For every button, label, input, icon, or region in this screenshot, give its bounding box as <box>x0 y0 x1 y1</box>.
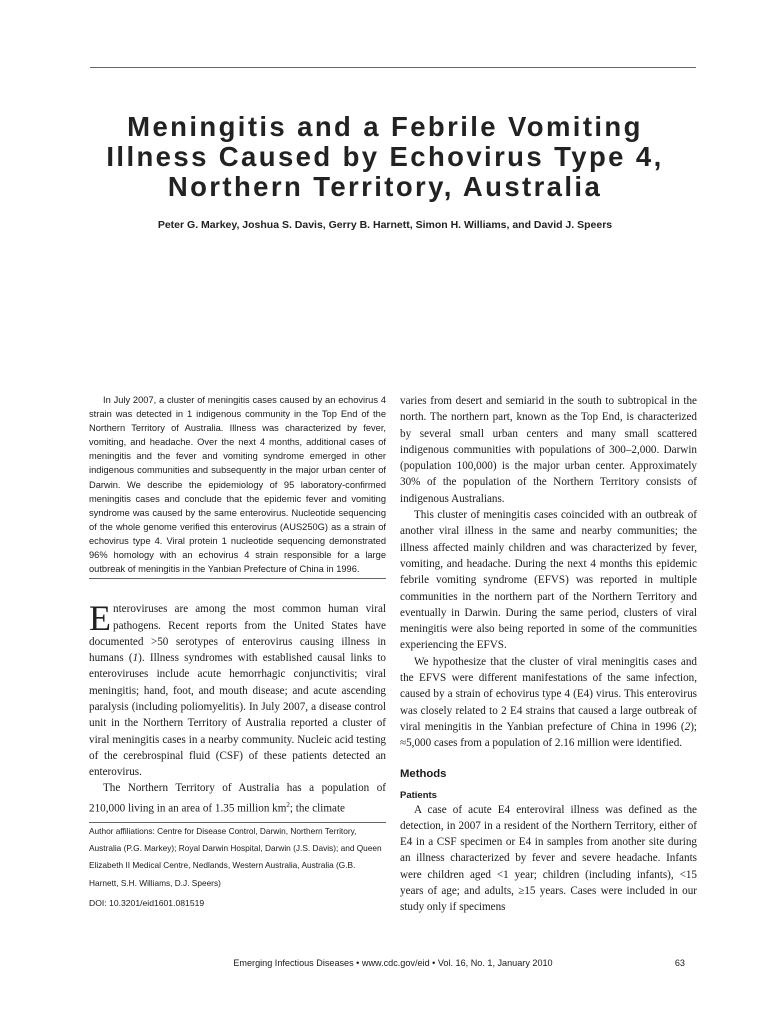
doi: DOI: 10.3201/eid1601.081519 <box>89 897 205 908</box>
left-column <box>89 393 386 908</box>
cluster-paragraph: This cluster of meningitis cases coincided with an outbreak of another viral illness in the same and nearby communities; the illness affected mainly children and was characterized by fever, vomiting, and headache. During the next 4 months this epidemic febrile vomiting syndrome (EFVS) was reported in multiple communities in the northern part of the Northern Territory and eventually in Darwin. During the same period, clusters of viral meningitis were also being reported in some of the communities experiencing the EFVS. <box>400 509 697 652</box>
methods-heading: Methods <box>400 767 447 780</box>
author-affiliations: Author affiliations: Centre for Disease Control, Darwin, Northern Territory, Australia (P.G. Markey); Royal Darwin Hospital, Darwin (J.S. Davis); and Queen Elizabeth II Medical Centre, Nedlands, Western Australia, Australia (G.B. Harnett, S.H. Williams, D.J. Speers) <box>89 825 382 888</box>
title-line: Meningitis and a Febrile Vomiting <box>127 111 643 142</box>
case-definition-paragraph: A case of acute E4 enteroviral illness was defined as the detection, in 2007 in a resident of the Northern Territory, either of E4 in a CSF specimen or E4 in samples from another site during an illness characterized by fever and severe headache. Infants were children aged <1 year; children (including infants), <15 years of age; and adults, ≥15 years. Cases were included in our study only if specimens <box>400 803 697 914</box>
hypothesis-text-part: ); ≈5,000 cases from a population of 2.16 million were identified. <box>400 720 697 750</box>
author-list: Peter G. Markey, Joshua S. Davis, Gerry B. Harnett, Simon H. Williams, and David J. Speers <box>157 219 613 231</box>
reference-citation: 1 <box>132 652 139 665</box>
article-title <box>60 112 710 202</box>
superscript: 2 <box>286 800 290 809</box>
abstract: In July 2007, a cluster of meningitis cases caused by an echovirus 4 strain was detected in 1 indigenous community in the Top End of the Northern Territory of Australia. Illness was characterized by fever, vomiting, and headache. Over the next 4 months, additional cases of meningitis and the fever and vomiting syndrome emerged in other indigenous communities and subsequently in the major urban center of Darwin. We describe the epidemiology of 95 laboratory-confirmed meningitis cases and conclude that the epidemic fever and vomiting syndrome was caused by the same enterovirus. Nucleotide sequencing of the whole genome verified this enterovirus (AUS250G) as a strain of echovirus type 4. Viral protein 1 nucleotide sequencing demonstrated 96% homology with an echovirus 4 strain responsible for a large outbreak of meningitis in the Yanbian Prefecture of China in 1996. <box>89 393 386 579</box>
hypothesis-text-part: We hypothesize that the cluster of viral meningitis cases and the EFVS were different manifestations of the same infection, caused by a strain of echovirus type 4 (E4) virus. This enterovirus was closely related to 2 E4 strains that caused a large outbreak of viral meningitis in the Yanbian prefecture of China in 1996 ( <box>400 655 697 733</box>
reference-citation: 2 <box>684 720 691 733</box>
journal-citation: Emerging Infectious Diseases • www.cdc.gov/eid • Vol. 16, No. 1, January 2010 <box>233 958 553 968</box>
top-rule <box>90 67 696 68</box>
intro-paragraph <box>89 598 387 780</box>
right-column <box>400 393 697 916</box>
hypothesis-paragraph <box>400 654 697 752</box>
territory-text-part: ; the climate <box>289 802 345 815</box>
territory-paragraph <box>89 780 386 816</box>
drop-cap: E <box>89 598 111 639</box>
page-number: 63 <box>674 958 685 968</box>
intro-text-part: ). Illness syndromes with established causal links to enteroviruses include acute hemorrhagic conjunctivitis; viral meningitis; hand, foot, and mouth disease; and acute ascending paralysis (including poliomyelitis). In July 2007, a disease control unit in the Northern Territory of Australia reported a cluster of viral meningitis cases in a nearby community. Nucleic acid testing of the cerebrospinal fluid (CSF) of these patients detected an enterovirus. <box>89 652 387 779</box>
territory-text-part: The Northern Territory of Australia has a population of 210,000 living in an area of 1.35 million km <box>89 782 386 815</box>
patients-subheading: Patients <box>400 789 437 801</box>
climate-paragraph: varies from desert and semiarid in the south to subtropical in the north. The northern part, known as the Top End, is characterized by several small urban centers and many small scattered indigenous communities with populations of 300–2,000. Darwin (population 100,000) is the major urban center. Approximately 30% of the population of the Northern Territory consists of indigenous Australians. <box>400 395 697 505</box>
title-line: Northern Territory, Australia <box>167 171 603 202</box>
intro-text-part: nteroviruses are among the most common human viral pathogens. Recent reports from the United States have documented >50 serotypes of enterovirus causing illness in humans ( <box>89 603 386 665</box>
title-line: Illness Caused by Echovirus Type 4, <box>106 141 664 172</box>
